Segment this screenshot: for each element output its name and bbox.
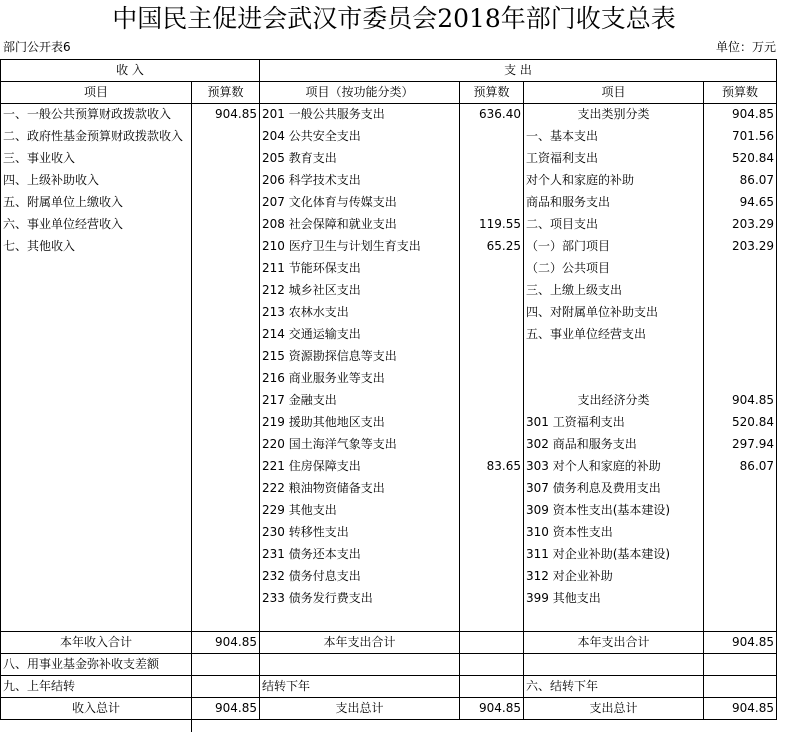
expense-total-func-value xyxy=(460,632,524,654)
expense-budget-cell: 86.07 xyxy=(704,170,777,192)
expense-budget-cell xyxy=(704,324,777,346)
func-item-cell: 206 科学技术支出 xyxy=(260,170,460,192)
income-item-cell: 六、事业单位经营收入 xyxy=(1,214,192,236)
income-item-cell: 一、一般公共预算财政拨款收入 xyxy=(1,104,192,126)
expense-budget-cell: 520.84 xyxy=(704,412,777,434)
func-item-cell: 205 教育支出 xyxy=(260,148,460,170)
table-number: 部门公开表6 xyxy=(3,40,71,54)
income-budget-cell xyxy=(192,368,260,390)
expense-total-label-2: 本年支出合计 xyxy=(524,632,704,654)
expense-budget-cell: 203.29 xyxy=(704,214,777,236)
prev-balance-label: 九、上年结转 xyxy=(1,676,192,698)
income-budget-cell xyxy=(192,148,260,170)
income-budget-cell xyxy=(192,500,260,522)
trailing-gridline xyxy=(191,714,192,732)
expense-item-cell: （一）部门项目 xyxy=(524,236,704,258)
income-budget-cell xyxy=(192,566,260,588)
expense-item-cell: 399 其他支出 xyxy=(524,588,704,610)
income-item-cell: 七、其他收入 xyxy=(1,236,192,258)
income-item-cell xyxy=(1,456,192,478)
expense-budget-cell xyxy=(704,544,777,566)
income-budget-cell xyxy=(192,544,260,566)
income-item-cell xyxy=(1,412,192,434)
func-item-cell: 232 债务付息支出 xyxy=(260,566,460,588)
expense-budget-cell xyxy=(704,610,777,632)
func-item-cell: 214 交通运输支出 xyxy=(260,324,460,346)
func-item-cell: 220 国土海洋气象等支出 xyxy=(260,434,460,456)
income-item-cell xyxy=(1,346,192,368)
table-row xyxy=(1,126,777,148)
income-budget-cell xyxy=(192,588,260,610)
expense-item-cell: 支出经济分类 xyxy=(524,390,704,412)
income-budget-cell xyxy=(192,390,260,412)
income-budget-cell xyxy=(192,302,260,324)
table-row xyxy=(1,302,777,324)
func-item-cell: 211 节能环保支出 xyxy=(260,258,460,280)
income-item-cell xyxy=(1,390,192,412)
func-budget-cell xyxy=(460,412,524,434)
carry-next-label: 结转下年 xyxy=(260,676,460,698)
expense-item-cell: 301 工资福利支出 xyxy=(524,412,704,434)
func-budget-cell xyxy=(460,566,524,588)
income-item-cell: 五、附属单位上缴收入 xyxy=(1,192,192,214)
income-budget-cell xyxy=(192,280,260,302)
expense-item-cell: 二、项目支出 xyxy=(524,214,704,236)
func-item-cell: 215 资源勘探信息等支出 xyxy=(260,346,460,368)
func-item-cell: 210 医疗卫生与计划生育支出 xyxy=(260,236,460,258)
income-budget-cell xyxy=(192,192,260,214)
income-group-header: 收 入 xyxy=(1,60,260,82)
income-budget-cell xyxy=(192,126,260,148)
func-budget-cell xyxy=(460,170,524,192)
expense-item-cell: 商品和服务支出 xyxy=(524,192,704,214)
func-item-cell: 230 转移性支出 xyxy=(260,522,460,544)
income-item-cell xyxy=(1,302,192,324)
expense-budget-cell: 701.56 xyxy=(704,126,777,148)
income-budget-cell xyxy=(192,522,260,544)
func-item-cell xyxy=(260,610,460,632)
expense-budget-cell: 203.29 xyxy=(704,236,777,258)
func-item-cell: 213 农林水支出 xyxy=(260,302,460,324)
income-item-cell xyxy=(1,368,192,390)
table-row xyxy=(1,148,777,170)
func-item-cell: 208 社会保障和就业支出 xyxy=(260,214,460,236)
func-budget-cell xyxy=(460,258,524,280)
table-row xyxy=(1,566,777,588)
grand-expense-value-2: 904.85 xyxy=(704,698,777,720)
income-item-cell xyxy=(1,610,192,632)
func-item-cell: 222 粮油物资储备支出 xyxy=(260,478,460,500)
income-budget-cell xyxy=(192,236,260,258)
expense-item-cell: 310 资本性支出 xyxy=(524,522,704,544)
expense-budget-cell xyxy=(704,302,777,324)
table-row xyxy=(1,434,777,456)
func-budget-cell xyxy=(460,126,524,148)
col-header-income-budget: 预算数 xyxy=(192,82,260,104)
grand-income-value: 904.85 xyxy=(192,698,260,720)
table-row xyxy=(1,324,777,346)
expense-budget-cell xyxy=(704,258,777,280)
table-row xyxy=(1,390,777,412)
income-item-cell xyxy=(1,280,192,302)
expense-item-cell xyxy=(524,610,704,632)
col-header-expense-item: 项目 xyxy=(524,82,704,104)
func-item-cell: 217 金融支出 xyxy=(260,390,460,412)
income-budget-cell xyxy=(192,434,260,456)
expense-item-cell: 对个人和家庭的补助 xyxy=(524,170,704,192)
table-row xyxy=(1,544,777,566)
func-item-cell: 212 城乡社区支出 xyxy=(260,280,460,302)
col-header-income-item: 项目 xyxy=(1,82,192,104)
func-budget-cell xyxy=(460,544,524,566)
budget-summary-table xyxy=(0,59,777,720)
table-row xyxy=(1,368,777,390)
income-item-cell xyxy=(1,258,192,280)
table-row xyxy=(1,280,777,302)
func-budget-cell: 65.25 xyxy=(460,236,524,258)
expense-item-cell: 五、事业单位经营支出 xyxy=(524,324,704,346)
func-item-cell: 204 公共安全支出 xyxy=(260,126,460,148)
func-budget-cell: 119.55 xyxy=(460,214,524,236)
expense-budget-cell: 297.94 xyxy=(704,434,777,456)
grand-income-label: 收入总计 xyxy=(1,698,192,720)
expense-budget-cell: 904.85 xyxy=(704,390,777,412)
income-item-cell: 四、上级补助收入 xyxy=(1,170,192,192)
func-budget-cell xyxy=(460,324,524,346)
col-header-func-budget: 预算数 xyxy=(460,82,524,104)
func-budget-cell xyxy=(460,368,524,390)
func-item-cell: 216 商业服务业等支出 xyxy=(260,368,460,390)
func-budget-cell xyxy=(460,346,524,368)
income-item-cell xyxy=(1,478,192,500)
expense-budget-cell: 520.84 xyxy=(704,148,777,170)
income-budget-cell xyxy=(192,478,260,500)
expense-item-cell: 四、对附属单位补助支出 xyxy=(524,302,704,324)
unit-label: 单位：万元 xyxy=(715,40,776,54)
income-item-cell xyxy=(1,522,192,544)
income-item-cell: 二、政府性基金预算财政拨款收入 xyxy=(1,126,192,148)
expense-item-cell: 312 对企业补助 xyxy=(524,566,704,588)
expense-budget-cell xyxy=(704,280,777,302)
func-budget-cell xyxy=(460,280,524,302)
table-row xyxy=(1,456,777,478)
expense-item-cell: 309 资本性支出(基本建设) xyxy=(524,500,704,522)
func-budget-cell xyxy=(460,390,524,412)
income-budget-cell xyxy=(192,170,260,192)
func-budget-cell xyxy=(460,500,524,522)
expense-budget-cell xyxy=(704,346,777,368)
func-item-cell: 229 其他支出 xyxy=(260,500,460,522)
income-budget-cell xyxy=(192,346,260,368)
table-row xyxy=(1,500,777,522)
expense-item-cell: 支出类别分类 xyxy=(524,104,704,126)
func-item-cell: 219 援助其他地区支出 xyxy=(260,412,460,434)
expense-budget-cell: 904.85 xyxy=(704,104,777,126)
table-row xyxy=(1,214,777,236)
expense-budget-cell xyxy=(704,500,777,522)
func-budget-cell xyxy=(460,302,524,324)
income-budget-cell xyxy=(192,610,260,632)
table-row xyxy=(1,588,777,610)
table-row xyxy=(1,192,777,214)
income-budget-cell xyxy=(192,324,260,346)
grand-expense-label-2: 支出总计 xyxy=(524,698,704,720)
grand-expense-value: 904.85 xyxy=(460,698,524,720)
table-row xyxy=(1,258,777,280)
func-item-cell: 233 债务发行费支出 xyxy=(260,588,460,610)
func-budget-cell xyxy=(460,522,524,544)
expense-budget-cell: 86.07 xyxy=(704,456,777,478)
expense-budget-cell xyxy=(704,522,777,544)
func-budget-cell: 83.65 xyxy=(460,456,524,478)
func-item-cell: 207 文化体育与传媒支出 xyxy=(260,192,460,214)
table-row xyxy=(1,346,777,368)
expense-budget-cell xyxy=(704,368,777,390)
expense-total-label: 本年支出合计 xyxy=(260,632,460,654)
expense-item-cell: 一、基本支出 xyxy=(524,126,704,148)
expense-item-cell: （二）公共项目 xyxy=(524,258,704,280)
func-budget-cell: 636.40 xyxy=(460,104,524,126)
report-title: 中国民主促进会武汉市委员会2018年部门收支总表 xyxy=(112,4,676,33)
income-item-cell xyxy=(1,588,192,610)
table-row xyxy=(1,104,777,126)
expense-total-value: 904.85 xyxy=(704,632,777,654)
col-header-func-item: 项目（按功能分类） xyxy=(260,82,460,104)
income-budget-cell xyxy=(192,456,260,478)
grand-expense-label: 支出总计 xyxy=(260,698,460,720)
income-item-cell xyxy=(1,544,192,566)
expense-item-cell: 302 商品和服务支出 xyxy=(524,434,704,456)
table-row xyxy=(1,236,777,258)
fund-gap-label: 八、用事业基金弥补收支差额 xyxy=(1,654,192,676)
expense-budget-cell: 94.65 xyxy=(704,192,777,214)
table-row xyxy=(1,610,777,632)
expense-item-cell: 工资福利支出 xyxy=(524,148,704,170)
table-row xyxy=(1,412,777,434)
income-item-cell xyxy=(1,566,192,588)
expense-item-cell: 307 债务利息及费用支出 xyxy=(524,478,704,500)
income-budget-cell: 904.85 xyxy=(192,104,260,126)
carry-next-label-2: 六、结转下年 xyxy=(524,676,704,698)
expense-budget-cell xyxy=(704,478,777,500)
func-budget-cell xyxy=(460,478,524,500)
expense-budget-cell xyxy=(704,566,777,588)
income-item-cell xyxy=(1,500,192,522)
func-budget-cell xyxy=(460,148,524,170)
income-item-cell xyxy=(1,324,192,346)
func-budget-cell xyxy=(460,588,524,610)
expense-budget-cell xyxy=(704,588,777,610)
expense-item-cell xyxy=(524,346,704,368)
table-row xyxy=(1,478,777,500)
expense-item-cell: 303 对个人和家庭的补助 xyxy=(524,456,704,478)
expense-item-cell xyxy=(524,368,704,390)
func-item-cell: 221 住房保障支出 xyxy=(260,456,460,478)
func-item-cell: 201 一般公共服务支出 xyxy=(260,104,460,126)
table-row xyxy=(1,170,777,192)
func-budget-cell xyxy=(460,434,524,456)
expense-item-cell: 311 对企业补助(基本建设) xyxy=(524,544,704,566)
income-total-label: 本年收入合计 xyxy=(1,632,192,654)
expense-group-header: 支 出 xyxy=(260,60,777,82)
table-row xyxy=(1,522,777,544)
income-budget-cell xyxy=(192,258,260,280)
func-item-cell: 231 债务还本支出 xyxy=(260,544,460,566)
income-item-cell xyxy=(1,434,192,456)
func-budget-cell xyxy=(460,610,524,632)
income-item-cell: 三、事业收入 xyxy=(1,148,192,170)
col-header-expense-budget: 预算数 xyxy=(704,82,777,104)
expense-item-cell: 三、上缴上级支出 xyxy=(524,280,704,302)
income-budget-cell xyxy=(192,412,260,434)
income-budget-cell xyxy=(192,214,260,236)
income-total-value: 904.85 xyxy=(192,632,260,654)
func-budget-cell xyxy=(460,192,524,214)
